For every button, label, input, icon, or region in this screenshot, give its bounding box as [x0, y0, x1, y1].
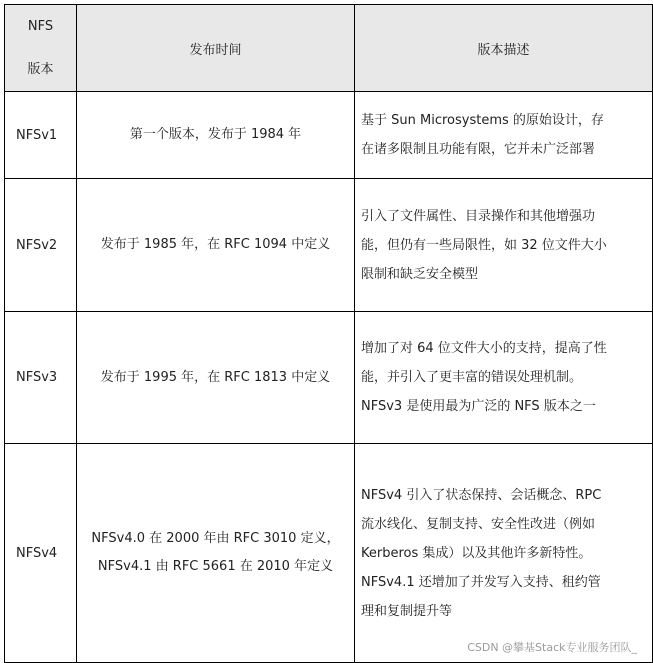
header-version-line1: NFS	[27, 19, 54, 34]
release-time-line: NFSv4.1 由 RFC 5661 在 2010 年定义	[97, 559, 334, 574]
description-line: 能，并引入了更丰富的错误处理机制。	[361, 370, 583, 385]
description-line: NFSv4.1 还增加了并发写入支持、租约管	[361, 574, 601, 590]
version-description	[355, 179, 653, 312]
release-time	[77, 179, 355, 312]
table-row	[5, 92, 653, 179]
description-line: 在诸多限制且功能有限，它并未广泛部署	[361, 142, 596, 157]
description-line: 基于 Sun Microsystems 的原始设计，存	[361, 113, 604, 128]
header-version-line2: 版本	[27, 62, 54, 77]
release-time	[77, 444, 355, 663]
table-header-row	[5, 5, 653, 92]
version-name: NFSv3	[5, 312, 77, 444]
version-name: NFSv4	[5, 444, 77, 663]
release-time-line: 第一个版本，发布于 1984 年	[129, 127, 302, 142]
version-description	[355, 444, 653, 663]
header-description: 版本描述	[355, 5, 653, 92]
description-line: NFSv4 引入了状态保持、会话概念、RPC	[361, 487, 602, 503]
version-description	[355, 92, 653, 179]
release-time-line: 发布于 1995 年，在 RFC 1813 中定义	[100, 369, 331, 385]
description-line: Kerberos 集成）以及其他许多新特性。	[361, 545, 592, 561]
release-time-line: 发布于 1985 年，在 RFC 1094 中定义	[100, 237, 331, 252]
version-name: NFSv1	[5, 92, 77, 179]
table-row	[5, 312, 653, 444]
release-time-line: NFSv4.0 在 2000 年由 RFC 3010 定义，	[91, 531, 340, 546]
header-version	[5, 5, 77, 92]
table-row	[5, 179, 653, 312]
version-name: NFSv2	[5, 179, 77, 312]
nfs-version-table	[4, 4, 653, 663]
description-line: 增加了对 64 位文件大小的支持，提高了性	[361, 341, 607, 356]
description-line: 理和复制提升等	[361, 603, 453, 619]
header-release-time: 发布时间	[77, 5, 355, 92]
table-row	[5, 444, 653, 663]
release-time	[77, 312, 355, 444]
description-line: 能，但仍有一些局限性，如 32 位文件大小	[361, 237, 607, 253]
release-time	[77, 92, 355, 179]
description-line: 流水线化、复制支持、安全性改进（例如	[361, 516, 596, 532]
description-line: NFSv3 是使用最为广泛的 NFS 版本之一	[361, 399, 596, 414]
version-description	[355, 312, 653, 444]
description-line: 限制和缺乏安全模型	[361, 266, 479, 282]
csdn-watermark: CSDN @攀基Stack专业服务团队_	[467, 641, 637, 654]
description-line: 引入了文件属性、目录操作和其他增强功	[361, 208, 596, 224]
